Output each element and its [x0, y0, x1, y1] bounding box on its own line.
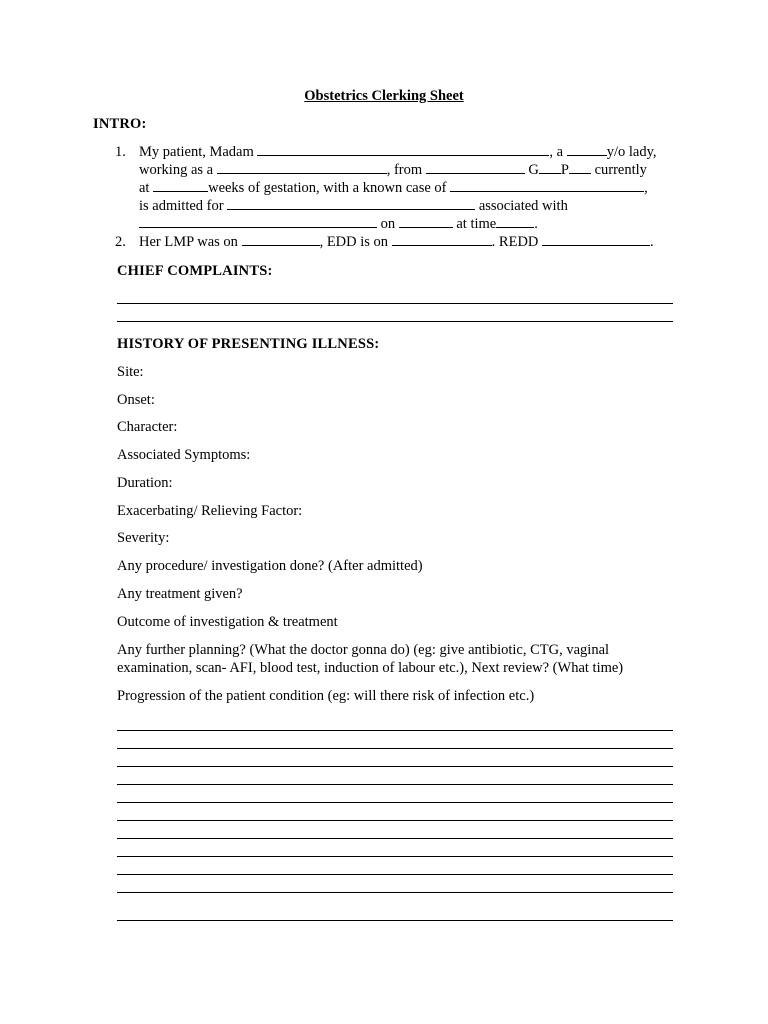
duration-label: Duration:: [117, 475, 173, 491]
intro-text: ,: [644, 180, 648, 196]
character-label: Character:: [117, 419, 178, 435]
item-2-number: 2.: [115, 234, 126, 250]
occupation-blank[interactable]: [217, 161, 387, 174]
intro-text: My patient, Madam: [139, 144, 258, 160]
intro-text: is admitted for: [139, 198, 228, 214]
writing-line[interactable]: [117, 838, 673, 839]
writing-line[interactable]: [117, 766, 673, 767]
intro-line-4: [139, 197, 568, 215]
chief-complaints-line[interactable]: [117, 321, 673, 322]
intro-text: P: [560, 162, 569, 178]
intro-text: , EDD is on: [319, 234, 392, 250]
intro-text: currently: [590, 162, 647, 178]
intro-text: at: [139, 180, 154, 196]
intro-text: Her LMP was on: [139, 234, 242, 250]
patient-name-blank[interactable]: [257, 143, 549, 156]
intro-text: on: [377, 216, 399, 232]
admitted-for-blank[interactable]: [227, 197, 475, 210]
writing-line[interactable]: [117, 892, 673, 893]
page-title: Obstetrics Clerking Sheet: [304, 88, 464, 104]
intro-text: .: [650, 234, 654, 250]
writing-line[interactable]: [117, 820, 673, 821]
hopi-heading: HISTORY OF PRESENTING ILLNESS:: [117, 336, 380, 352]
intro-text: .: [534, 216, 538, 232]
para-blank[interactable]: [569, 161, 591, 174]
gravida-blank[interactable]: [539, 161, 561, 174]
outcome-label: Outcome of investigation & treatment: [117, 614, 338, 630]
age-blank[interactable]: [567, 143, 607, 156]
known-case-blank[interactable]: [450, 179, 644, 192]
intro-text: G: [524, 162, 539, 178]
writing-line[interactable]: [117, 920, 673, 921]
associated-with-blank[interactable]: [139, 215, 377, 228]
chief-complaints-heading: CHIEF COMPLAINTS:: [117, 263, 273, 279]
intro-text: working as a: [139, 162, 217, 178]
site-label: Site:: [117, 364, 144, 380]
intro-text: associated with: [475, 198, 568, 214]
lmp-blank[interactable]: [242, 233, 320, 246]
intro-line-5: [139, 215, 538, 233]
exacerbating-relieving-label: Exacerbating/ Relieving Factor:: [117, 503, 303, 519]
writing-line[interactable]: [117, 730, 673, 731]
item-1-number: 1.: [115, 144, 126, 160]
severity-label: Severity:: [117, 530, 170, 546]
time-blank[interactable]: [496, 215, 534, 228]
gestation-weeks-blank[interactable]: [153, 179, 208, 192]
intro-line-6: [139, 233, 654, 251]
writing-line[interactable]: [117, 802, 673, 803]
from-location-blank[interactable]: [426, 161, 525, 174]
intro-text: y/o lady,: [606, 144, 657, 160]
chief-complaints-line[interactable]: [117, 303, 673, 304]
intro-text: at time: [452, 216, 497, 232]
writing-line[interactable]: [117, 856, 673, 857]
associated-symptoms-label: Associated Symptoms:: [117, 447, 251, 463]
redd-blank[interactable]: [542, 233, 650, 246]
further-planning-label: Any further planning? (What the doctor gonna do) (eg: give antibiotic, CTG, vaginal examination, scan- AFI, blood test, induction of labour etc.), Next review? (What time): [117, 642, 624, 676]
onset-label: Onset:: [117, 392, 155, 408]
intro-line-2: [139, 161, 647, 179]
intro-text: weeks of gestation, with a known case of: [208, 180, 451, 196]
intro-text: , from: [386, 162, 426, 178]
treatment-given-label: Any treatment given?: [117, 586, 243, 602]
writing-line[interactable]: [117, 784, 673, 785]
intro-line-1: [139, 143, 657, 161]
writing-line[interactable]: [117, 748, 673, 749]
writing-line[interactable]: [117, 874, 673, 875]
edd-blank[interactable]: [392, 233, 492, 246]
progression-label: Progression of the patient condition (eg: will there risk of infection etc.): [117, 688, 535, 704]
intro-text: . REDD: [491, 234, 543, 250]
intro-heading: INTRO:: [93, 116, 147, 132]
procedure-investigation-label: Any procedure/ investigation done? (After admitted): [117, 558, 423, 574]
intro-line-3: [139, 179, 648, 197]
date-blank[interactable]: [399, 215, 453, 228]
intro-text: , a: [549, 144, 567, 160]
